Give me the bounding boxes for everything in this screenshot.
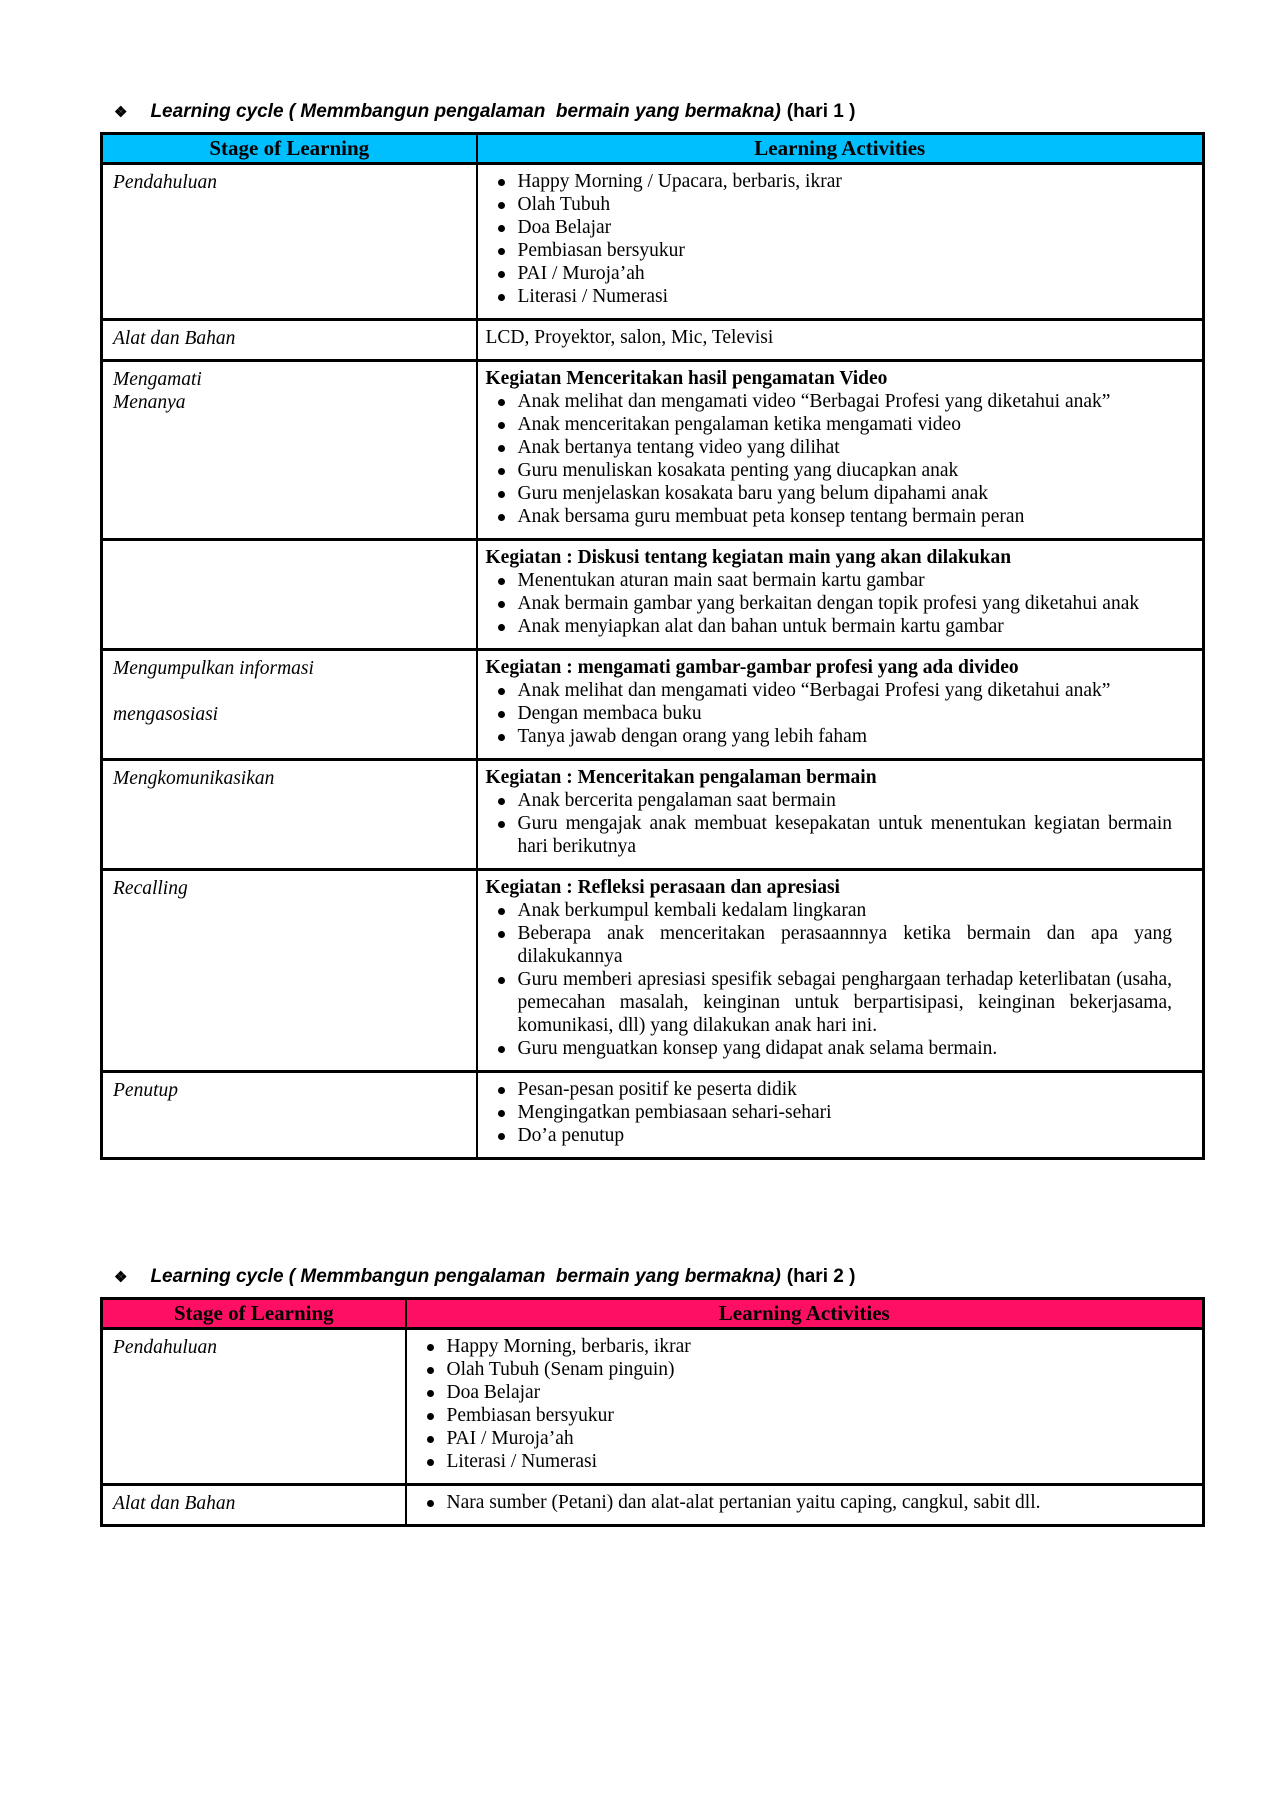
bullet-item [415,1491,1173,1514]
bullet-text: Doa Belajar [446,1382,541,1403]
stage-label [113,547,470,570]
stage-cell [102,1485,406,1526]
table-row [102,1072,1204,1159]
table-body [102,1329,1204,1526]
bullet-item [486,193,1173,216]
bullet-item [486,1037,1173,1060]
section-title-day: (hari 1 ) [786,101,856,122]
activities-cell [477,870,1204,1072]
section-title-hari-1 [114,100,1273,125]
activity-heading: Kegiatan : Refleksi perasaan dan apresiasi [485,877,840,898]
learning-cycle-table-hari-2 [100,1297,1205,1527]
diamond-bullet-icon: ❖ [114,104,128,121]
bullet-icon [498,977,505,984]
stage-cell [102,540,477,650]
bullet-icon [498,202,505,209]
bullet-item [486,262,1173,285]
bullet-text: Dengan membaca buku [517,703,702,724]
bullet-item [486,459,1173,482]
bullet-list [415,1335,1173,1473]
bullet-item [415,1427,1173,1450]
stage-label: Mengkomunikasikan [113,768,275,789]
bullet-icon [498,798,505,805]
bullet-icon [427,1344,434,1351]
bullet-icon [498,271,505,278]
section-hari-1 [100,100,1273,1160]
stage-label: Recalling [113,878,188,899]
bullet-item [486,899,1173,922]
stage-label: Menanya [113,392,186,413]
stage-cell [102,361,477,540]
section-title-day: (hari 2 ) [786,1266,856,1287]
bullet-icon [498,601,505,608]
stage-label: Mengamati [113,369,202,390]
bullet-item [486,390,1173,413]
bullet-text: Guru menjelaskan kosakata baru yang belum dipahami anak [517,483,989,504]
bullet-list [486,789,1173,858]
bullet-item [486,170,1173,193]
bullet-icon [498,711,505,718]
activity-heading: Kegiatan Menceritakan hasil pengamatan Video [485,368,888,389]
bullet-item [486,679,1173,702]
table-row [102,1485,1204,1526]
bullet-text: Pesan-pesan positif ke peserta didik [517,1079,797,1100]
section-title-hari-2 [114,1265,1273,1290]
bullet-list [486,679,1173,748]
section-title-main: Learning cycle ( Memmbangun pengalaman bermain yang bermakna) [150,1266,781,1287]
bullet-item [486,569,1173,592]
bullet-text: Happy Morning, berbaris, ikrar [446,1336,691,1357]
bullet-text: Anak bertanya tentang video yang dilihat [517,437,840,458]
bullet-icon [498,225,505,232]
bullet-icon [498,908,505,915]
stage-cell [102,320,477,361]
activities-cell [477,320,1204,361]
bullet-item [486,592,1173,615]
stage-label: Alat dan Bahan [113,328,236,349]
learning-activities-header: Learning Activities [406,1299,1204,1329]
bullet-item [415,1404,1173,1427]
bullet-item [486,1124,1173,1147]
bullet-item [486,216,1173,239]
table-header-row [102,134,1204,164]
bullet-icon [427,1367,434,1374]
activities-cell [406,1485,1204,1526]
bullet-item [486,812,1173,858]
bullet-text: Tanya jawab dengan orang yang lebih faham [517,726,867,747]
stage-of-learning-header: Stage of Learning [102,134,477,164]
bullet-item [486,482,1173,505]
activities-cell [477,650,1204,760]
bullet-icon [498,734,505,741]
bullet-text: Anak bermain gambar yang berkaitan dengan topik profesi yang diketahui anak [517,593,1140,614]
bullet-item [486,239,1173,262]
table-row [102,361,1204,540]
activity-heading: Kegiatan : Menceritakan pengalaman bermain [485,767,877,788]
bullet-item [415,1358,1173,1381]
section-title-main: Learning cycle ( Memmbangun pengalaman bermain yang bermakna) [150,101,781,122]
bullet-text: Literasi / Numerasi [517,286,669,307]
bullet-text: Anak melihat dan mengamati video “Berbagai Profesi yang diketahui anak” [517,680,1111,701]
bullet-item [486,789,1173,812]
stage-label: Penutup [113,1080,178,1101]
bullet-text: Guru memberi apresiasi spesifik sebagai penghargaan terhadap keterlibatan (usaha, pemecahan masalah, keinginan untuk berpartisipasi, keinginan bekerjasama, komunikasi, dll) yang dilakukan anak hari ini. [517,969,1172,1036]
bullet-icon [427,1500,434,1507]
stage-cell [102,760,477,870]
bullet-icon [427,1390,434,1397]
bullet-item [486,436,1173,459]
stage-cell [102,1072,477,1159]
bullet-text: PAI / Muroja’ah [446,1428,574,1449]
bullet-text: Olah Tubuh [517,194,611,215]
learning-cycle-table-hari-1 [100,132,1205,1160]
bullet-icon [427,1436,434,1443]
bullet-text: Anak berkumpul kembali kedalam lingkaran [517,900,867,921]
diamond-bullet-icon: ❖ [114,1269,128,1286]
bullet-icon [498,294,505,301]
activities-cell [477,361,1204,540]
bullet-icon [498,468,505,475]
table-row [102,760,1204,870]
bullet-text: Nara sumber (Petani) dan alat-alat pertanian yaitu caping, cangkul, sabit dll. [446,1492,1041,1513]
bullet-text: Mengingatkan pembiasaan sehari-sehari [517,1102,832,1123]
bullet-text: PAI / Muroja’ah [517,263,645,284]
bullet-text: Guru menuliskan kosakata penting yang diucapkan anak [517,460,959,481]
bullet-icon [498,578,505,585]
bullet-text: Anak menyiapkan alat dan bahan untuk bermain kartu gambar [517,616,1004,637]
bullet-text: Guru mengajak anak membuat kesepakatan untuk menentukan kegiatan bermain hari berikutnya [517,813,1172,857]
bullet-list [486,569,1173,638]
activities-cell [477,540,1204,650]
bullet-icon [498,1133,505,1140]
table-body [102,164,1204,1159]
bullet-icon [498,399,505,406]
bullet-icon [498,1110,505,1117]
bullet-text: Doa Belajar [517,217,612,238]
stage-label: Pendahuluan [113,1337,217,1358]
bullet-list [486,1078,1173,1147]
bullet-text: Happy Morning / Upacara, berbaris, ikrar [517,171,842,192]
activity-text: LCD, Proyektor, salon, Mic, Televisi [485,327,774,348]
bullet-text: Do’a penutup [517,1125,625,1146]
bullet-item [415,1381,1173,1404]
bullet-icon [498,688,505,695]
stage-label: mengasosiasi [113,704,219,725]
bullet-item [486,285,1173,308]
bullet-icon [498,179,505,186]
activity-heading: Kegiatan : mengamati gambar-gambar profesi yang ada divideo [485,657,1019,678]
bullet-icon [498,821,505,828]
bullet-item [415,1450,1173,1473]
bullet-text: Anak melihat dan mengamati video “Berbagai Profesi yang diketahui anak” [517,391,1111,412]
bullet-icon [498,514,505,521]
activity-heading: Kegiatan : Diskusi tentang kegiatan main yang akan dilakukan [485,547,1012,568]
table-header-row [102,1299,1204,1329]
table-row [102,1329,1204,1485]
bullet-list [486,390,1173,528]
table-row [102,650,1204,760]
bullet-icon [498,931,505,938]
learning-activities-header: Learning Activities [477,134,1204,164]
stage-cell [102,870,477,1072]
bullet-text: Olah Tubuh (Senam pinguin) [446,1359,675,1380]
bullet-list [486,170,1173,308]
stage-cell [102,1329,406,1485]
bullet-text: Anak bercerita pengalaman saat bermain [517,790,836,811]
bullet-item [486,1101,1173,1124]
section-hari-2 [100,1265,1273,1527]
activities-cell [406,1329,1204,1485]
bullet-text: Menentukan aturan main saat bermain kartu gambar [517,570,925,591]
bullet-icon [498,491,505,498]
bullet-item [486,922,1173,968]
bullet-text: Guru menguatkan konsep yang didapat anak selama bermain. [517,1038,998,1059]
stage-label [113,680,470,703]
bullet-item [486,615,1173,638]
activities-cell [477,1072,1204,1159]
bullet-icon [427,1413,434,1420]
bullet-text: Anak menceritakan pengalaman ketika mengamati video [517,414,961,435]
bullet-list [415,1491,1173,1514]
bullet-item [415,1335,1173,1358]
table-row [102,320,1204,361]
stage-cell [102,164,477,320]
stage-of-learning-header: Stage of Learning [102,1299,406,1329]
stage-label: Pendahuluan [113,172,217,193]
stage-label: Mengumpulkan informasi [113,658,314,679]
stage-cell [102,650,477,760]
stage-label: Alat dan Bahan [113,1493,236,1514]
table-row [102,540,1204,650]
bullet-icon [498,1046,505,1053]
bullet-item [486,968,1173,1037]
bullet-item [486,1078,1173,1101]
bullet-list [486,899,1173,1060]
bullet-icon [498,248,505,255]
activities-cell [477,760,1204,870]
table-row [102,870,1204,1072]
bullet-text: Anak bersama guru membuat peta konsep tentang bermain peran [517,506,1025,527]
bullet-item [486,702,1173,725]
bullet-item [486,505,1173,528]
bullet-icon [498,624,505,631]
bullet-icon [427,1459,434,1466]
bullet-text: Pembiasan bersyukur [517,240,685,261]
activities-cell [477,164,1204,320]
bullet-icon [498,422,505,429]
bullet-text: Beberapa anak menceritakan perasaannnya ketika bermain dan apa yang dilakukannya [517,923,1172,967]
bullet-item [486,413,1173,436]
bullet-item [486,725,1173,748]
table-row [102,164,1204,320]
bullet-icon [498,445,505,452]
bullet-text: Literasi / Numerasi [446,1451,598,1472]
bullet-text: Pembiasan bersyukur [446,1405,614,1426]
bullet-icon [498,1087,505,1094]
